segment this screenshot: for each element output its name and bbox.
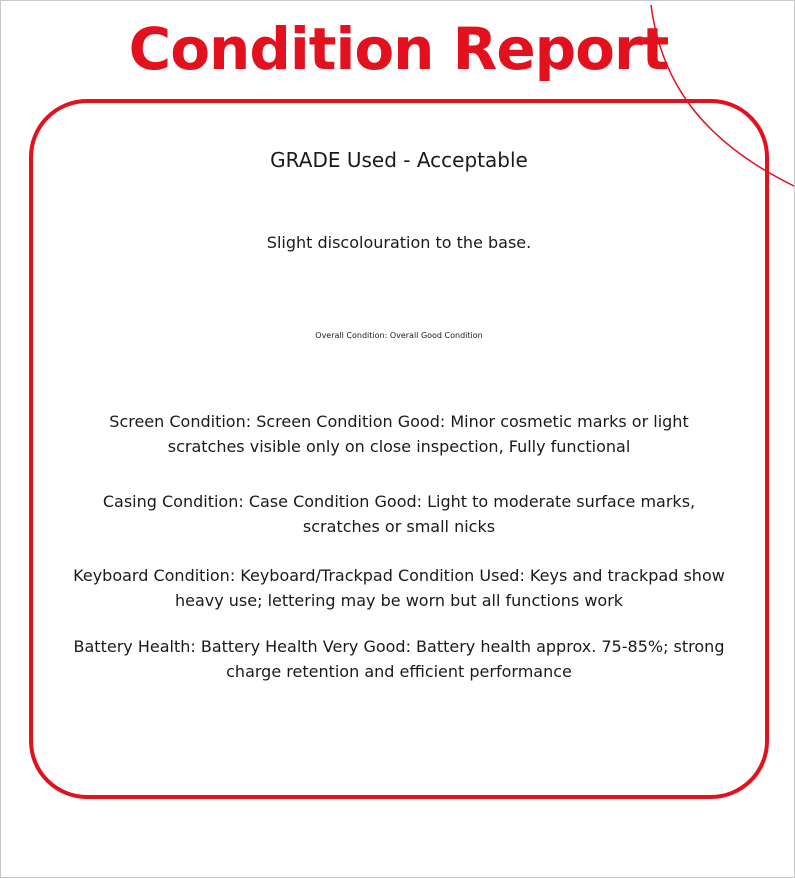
casing-condition: Casing Condition: Case Condition Good: Light to moderate surface marks, scratches or small nicks bbox=[102, 492, 696, 536]
screen-condition: Screen Condition: Screen Condition Good: Minor cosmetic marks or light scratches visible only on close inspection, Fully functional bbox=[109, 412, 689, 456]
page-title: Condition Report bbox=[128, 15, 669, 83]
battery-health: Battery Health: Battery Health Very Good: Battery health approx. 75-85%; strong charge retention and efficient performance bbox=[73, 637, 725, 681]
grade-heading: GRADE Used - Acceptable bbox=[270, 148, 528, 172]
overall-condition: Overall Condition: Overall Good Condition bbox=[315, 331, 483, 340]
condition-note: Slight discolouration to the base. bbox=[266, 233, 532, 252]
keyboard-condition: Keyboard Condition: Keyboard/Trackpad Condition Used: Keys and trackpad show heavy use; lettering may be worn but all functions work bbox=[73, 566, 725, 610]
